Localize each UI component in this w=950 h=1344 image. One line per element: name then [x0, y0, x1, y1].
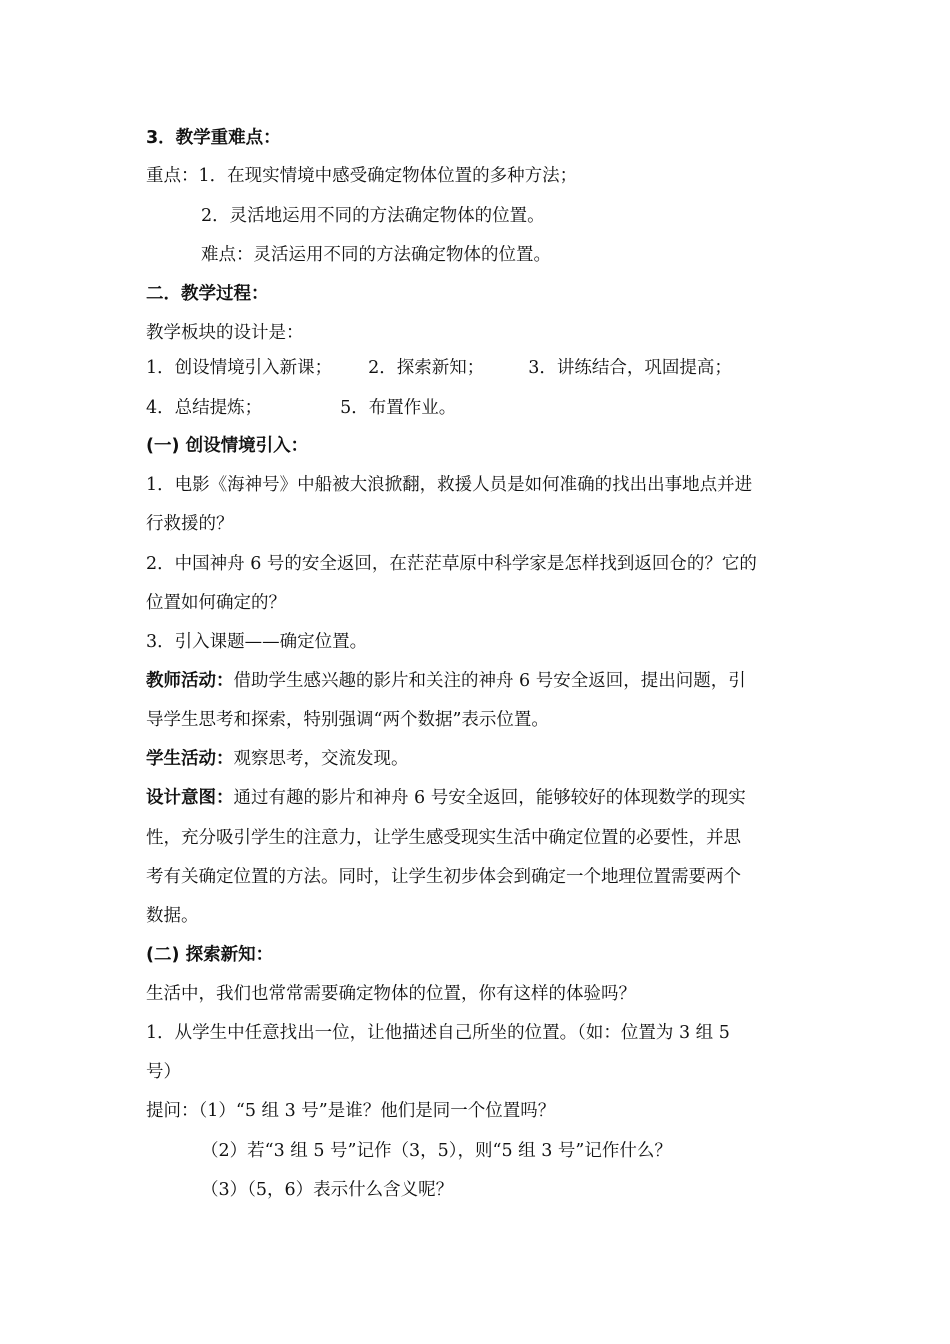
key-point-2: 2．灵活地运用不同的方法确定物体的位置。 — [201, 206, 545, 226]
question-2-line-2: 位置如何确定的？ — [146, 593, 286, 613]
module-intro: 教学板块的设计是： — [146, 323, 304, 343]
question-3: 3．引入课题——确定位置。 — [146, 632, 368, 652]
question-2-line-1: 2．中国神舟 6 号的安全返回，在茫茫草原中科学家是怎样找到返回仓的？它的 — [146, 554, 757, 574]
student-activity: 学生活动：观察思考，交流发现。 — [146, 749, 409, 769]
module-1: 1．创设情境引入新课； — [146, 358, 333, 378]
module-4: 4．总结提炼； — [146, 398, 263, 418]
module-2: 2．探索新知； — [368, 358, 485, 378]
ask-line-2: （2）若“3 组 5 号”记作（3，5），则“5 组 3 号”记作什么？ — [201, 1141, 672, 1161]
module-list-row-2 — [146, 396, 456, 420]
difficulty-line: 难点：灵活运用不同的方法确定物体的位置。 — [201, 245, 551, 265]
design-intent-line-4: 数据。 — [146, 906, 199, 926]
module-list-row-1 — [146, 356, 732, 380]
part-2-heading: (二) 探索新知： — [146, 945, 274, 965]
design-intent-line-3: 考有关确定位置的方法。同时，让学生初步体会到确定一个地理位置需要两个 — [146, 867, 741, 887]
life-experience-line: 生活中，我们也常常需要确定物体的位置，你有这样的体验吗？ — [146, 984, 636, 1004]
module-5: 5．布置作业。 — [340, 398, 457, 418]
ask-line-1: 提问：（1）“5 组 3 号”是谁？他们是同一个位置吗？ — [146, 1101, 556, 1121]
exercise-1-line-2: 号） — [146, 1062, 181, 1082]
design-intent-line-2: 性，充分吸引学生的注意力，让学生感受现实生活中确定位置的必要性，并思 — [146, 828, 741, 848]
key-point-1: 重点：1．在现实情境中感受确定物体位置的多种方法； — [146, 166, 578, 186]
teacher-activity-label: 教师活动： — [146, 671, 234, 691]
design-intent-label: 设计意图： — [146, 788, 234, 808]
module-3: 3．讲练结合，巩固提高； — [528, 358, 732, 378]
design-intent-line-1: 设计意图：通过有趣的影片和神舟 6 号安全返回，能够较好的体现数学的现实 — [146, 788, 746, 808]
section-teaching-process: 二．教学过程： — [146, 284, 269, 304]
teacher-activity-line-2: 导学生思考和探索，特别强调“两个数据”表示位置。 — [146, 710, 549, 730]
part-1-heading: (一) 创设情境引入： — [146, 436, 309, 456]
ask-line-3: （3）（5，6）表示什么含义呢？ — [201, 1180, 454, 1200]
question-1-line-2: 行救援的？ — [146, 514, 234, 534]
heading-key-difficult-points: 3．教学重难点： — [146, 128, 281, 148]
student-activity-label: 学生活动： — [146, 749, 234, 769]
exercise-1-line-1: 1．从学生中任意找出一位，让他描述自己所坐的位置。（如：位置为 3 组 5 — [146, 1023, 730, 1043]
teacher-activity-line-1: 教师活动：借助学生感兴趣的影片和关注的神舟 6 号安全返回，提出问题，引 — [146, 671, 746, 691]
question-1-line-1: 1．电影《海神号》中船被大浪掀翻，救援人员是如何准确的找出出事地点并进 — [146, 475, 753, 495]
